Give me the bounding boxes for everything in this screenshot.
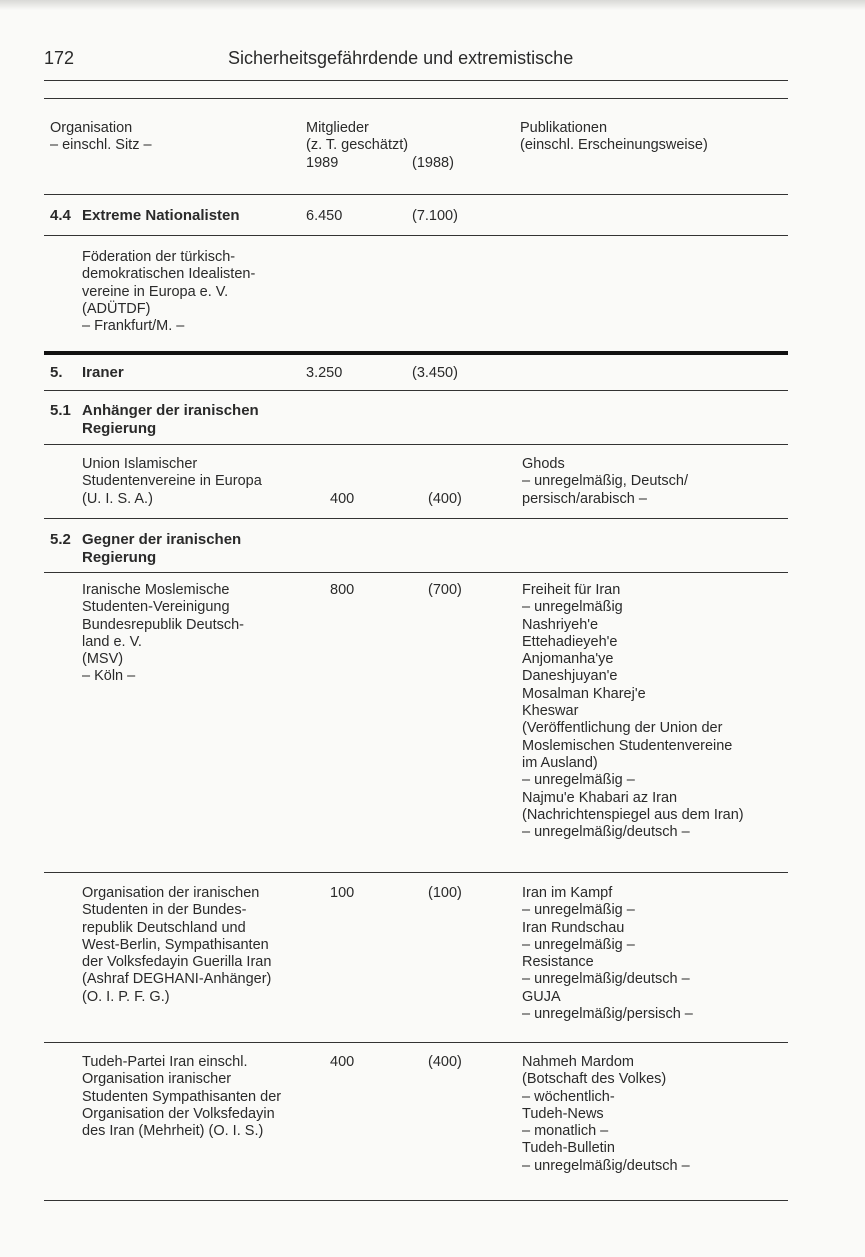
col-header-members: Mitglieder (z. T. geschätzt) bbox=[306, 120, 409, 154]
members-1988: (3.450) bbox=[412, 365, 458, 381]
organisation-name: Föderation der türkisch- demokratischen Idealisten- vereine in Europa e. V. (ADÜTDF) – Frankfurt/M. – bbox=[82, 249, 256, 335]
members-1988: (400) bbox=[428, 1054, 462, 1070]
organisation-name: Union Islamischer Studentenvereine in Europa (U. I. S. A.) bbox=[82, 456, 262, 507]
section-number: 5.1 bbox=[50, 402, 71, 419]
members-1988: (700) bbox=[428, 582, 462, 598]
row-rule bbox=[44, 235, 788, 236]
section-thick-rule bbox=[44, 351, 788, 355]
members-1989: 100 bbox=[330, 885, 355, 901]
table-bottom-rule bbox=[44, 1200, 788, 1201]
publications: Ghods – unregelmäßig, Deutsch/ persisch/arabisch – bbox=[522, 456, 689, 507]
members-1989: 3.250 bbox=[306, 365, 343, 381]
header-rule bbox=[44, 80, 788, 81]
table-top-rule bbox=[44, 98, 788, 99]
section-title: Iraner bbox=[82, 364, 124, 381]
col-header-year-1988: (1988) bbox=[412, 155, 454, 171]
row-rule bbox=[44, 390, 788, 391]
organisation-name: Tudeh-Partei Iran einschl. Organisation iranischer Studenten Sympathisanten der Organisation der Volksfedayin des Iran (Mehrheit) (O. I. S.) bbox=[82, 1054, 282, 1140]
row-rule bbox=[44, 872, 788, 873]
page-header bbox=[44, 48, 788, 78]
section-number: 5.2 bbox=[50, 531, 71, 548]
members-1988: (7.100) bbox=[412, 208, 458, 224]
page-number: 172 bbox=[44, 48, 75, 68]
col-header-year-1989: 1989 bbox=[306, 155, 339, 171]
organisation-name: Iranische Moslemische Studenten-Vereinigung Bundesrepublik Deutsch- land e. V. (MSV) – Köln – bbox=[82, 582, 245, 685]
members-1988: (400) bbox=[428, 491, 462, 507]
section-title: Anhänger der iranischen Regierung bbox=[82, 402, 259, 437]
row-rule bbox=[44, 444, 788, 445]
col-header-publications: Publikationen (einschl. Erscheinungsweise) bbox=[520, 120, 708, 154]
section-number: 4.4 bbox=[50, 207, 71, 224]
row-rule bbox=[44, 572, 788, 573]
running-title: Sicherheitsgefährdende und extremistische bbox=[228, 48, 574, 68]
scan-top-edge bbox=[0, 0, 865, 10]
publications: Nahmeh Mardom (Botschaft des Volkes) – wöchentlich- Tudeh-News – monatlich – Tudeh-Bulletin – unregelmäßig/deutsch – bbox=[522, 1054, 690, 1174]
publications: Freiheit für Iran – unregelmäßig Nashriyeh'e Ettehadieyeh'e Anjomanha'ye Daneshjuyan'e Mosalman Kharej'e Kheswar (Veröffentlichung der Union der Moslemischen Studentenvereine im Ausland) – unregelmäßig – Najmu'e Khabari az Iran (Nachrichtenspiegel aus dem Iran) – unregelmäßig/deutsch – bbox=[522, 582, 744, 841]
members-1989: 400 bbox=[330, 491, 355, 507]
row-rule bbox=[44, 518, 788, 519]
members-1988: (100) bbox=[428, 885, 462, 901]
section-title: Gegner der iranischen Regierung bbox=[82, 531, 242, 566]
members-1989: 400 bbox=[330, 1054, 355, 1070]
section-title: Extreme Nationalisten bbox=[82, 207, 240, 224]
row-rule bbox=[44, 1042, 788, 1043]
col-header-organisation: Organisation – einschl. Sitz – bbox=[50, 120, 152, 154]
members-1989: 800 bbox=[330, 582, 355, 598]
publications: Iran im Kampf – unregelmäßig – Iran Rundschau – unregelmäßig – Resistance – unregelmäßig/deutsch – GUJA – unregelmäßig/persisch – bbox=[522, 885, 693, 1023]
members-1989: 6.450 bbox=[306, 208, 343, 224]
section-number: 5. bbox=[50, 364, 63, 381]
rule-after-header bbox=[44, 194, 788, 195]
organisation-name: Organisation der iranischen Studenten in der Bundes- republik Deutschland und West-Berlin, Sympathisanten der Volksfedayin Guerilla Iran (Ashraf DEGHANI-Anhänger) (O. I. P. F. G.) bbox=[82, 885, 272, 1005]
